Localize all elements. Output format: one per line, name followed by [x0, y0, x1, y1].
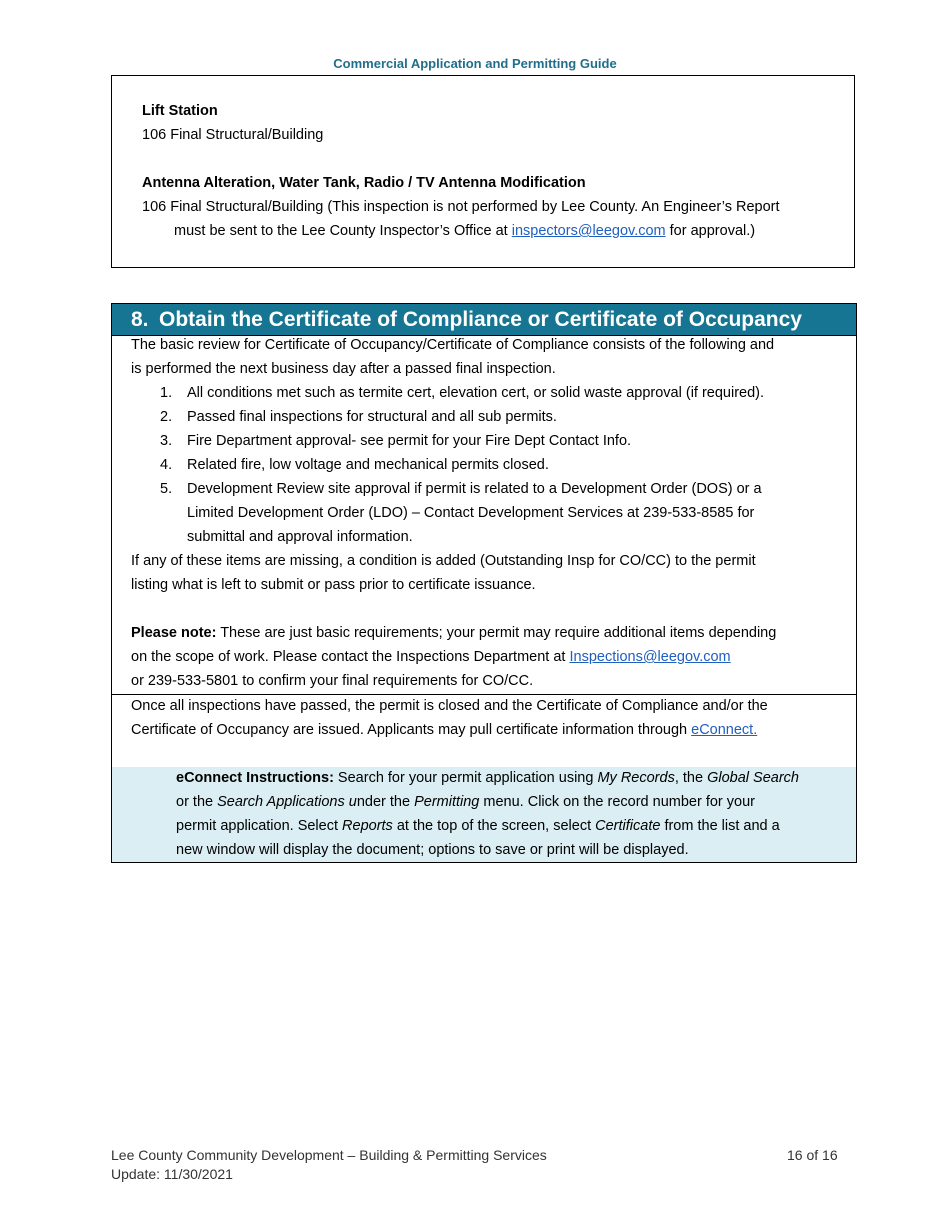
footer-update: Update: 11/30/2021 — [111, 1166, 233, 1182]
econnect-link[interactable]: eConnect. — [691, 722, 758, 738]
list-item-number: 4. — [160, 457, 173, 473]
note-line-1: Please note: These are just basic requirements; your permit may require additional items depending — [131, 625, 777, 641]
instructions-line-1: eConnect Instructions: Search for your permit application using My Records, the Global Search — [176, 770, 799, 786]
page-header-title: Commercial Application and Permitting Guide — [333, 56, 617, 71]
footer-page-number: 16 of 16 — [787, 1147, 838, 1163]
instructions-label: eConnect Instructions: — [176, 770, 334, 786]
section-8-box — [111, 303, 857, 863]
antenna-item-line1: 106 Final Structural/Building (This inspection is not performed by Lee County. An Engineer’s Report — [142, 199, 780, 215]
list-item-text: Fire Department approval- see permit for your Fire Dept Contact Info. — [187, 433, 632, 449]
section-number: 8. — [131, 308, 149, 331]
instructions-line-2: or the Search Applications under the Permitting menu. Click on the record number for your — [176, 794, 755, 810]
instructions-line-4: new window will display the document; options to save or print will be displayed. — [176, 842, 689, 858]
section-title: Obtain the Certificate of Compliance or Certificate of Occupancy — [159, 308, 802, 331]
lift-station-heading: Lift Station — [142, 103, 218, 119]
instructions-line-3: permit application. Select Reports at the top of the screen, select Certificate from the list and a — [176, 818, 780, 834]
intro-line-1: The basic review for Certificate of Occupancy/Certificate of Compliance consists of the following and — [131, 337, 775, 353]
list-item-text-cont: Limited Development Order (LDO) – Contact Development Services at 239-533-8585 for — [187, 505, 755, 521]
inspections-email-link[interactable]: Inspections@leegov.com — [569, 649, 731, 665]
antenna-heading: Antenna Alteration, Water Tank, Radio / TV Antenna Modification — [142, 175, 586, 191]
list-item-text: All conditions met such as termite cert, elevation cert, or solid waste approval (if required). — [187, 385, 765, 401]
list-item-number: 3. — [160, 433, 173, 449]
list-item-text-cont: submittal and approval information. — [187, 529, 413, 545]
list-item-number: 5. — [160, 481, 173, 497]
inspection-list-box — [111, 75, 855, 268]
antenna-item-line2: must be sent to the Lee County Inspector’s Office at inspectors@leegov.com for approval.) — [174, 223, 756, 239]
list-item-text: Passed final inspections for structural and all sub permits. — [187, 409, 557, 425]
note-line-3: or 239-533-5801 to confirm your final requirements for CO/CC. — [131, 673, 534, 689]
footer-org: Lee County Community Development – Building & Permitting Services — [111, 1147, 547, 1163]
section-8-header — [112, 304, 856, 336]
list-item-number: 2. — [160, 409, 173, 425]
list-item-number: 1. — [160, 385, 173, 401]
note-label: Please note: — [131, 625, 217, 641]
list-item-text: Development Review site approval if permit is related to a Development Order (DOS) or a — [187, 481, 762, 497]
inspectors-email-link[interactable]: inspectors@leegov.com — [511, 223, 666, 239]
list-item-text: Related fire, low voltage and mechanical permits closed. — [187, 457, 549, 473]
note-line-2: on the scope of work. Please contact the Inspections Department at Inspections@leegov.com — [131, 649, 731, 665]
missing-items-line-2: listing what is left to submit or pass prior to certificate issuance. — [131, 577, 536, 593]
passed-line-2: Certificate of Occupancy are issued. Applicants may pull certificate information through eConnect. — [131, 722, 758, 738]
missing-items-line-1: If any of these items are missing, a condition is added (Outstanding Insp for CO/CC) to the permit — [131, 553, 756, 569]
lift-station-item: 106 Final Structural/Building — [142, 127, 324, 143]
intro-line-2: is performed the next business day after a passed final inspection. — [131, 361, 556, 377]
passed-line-1: Once all inspections have passed, the permit is closed and the Certificate of Compliance and/or the — [131, 698, 768, 714]
